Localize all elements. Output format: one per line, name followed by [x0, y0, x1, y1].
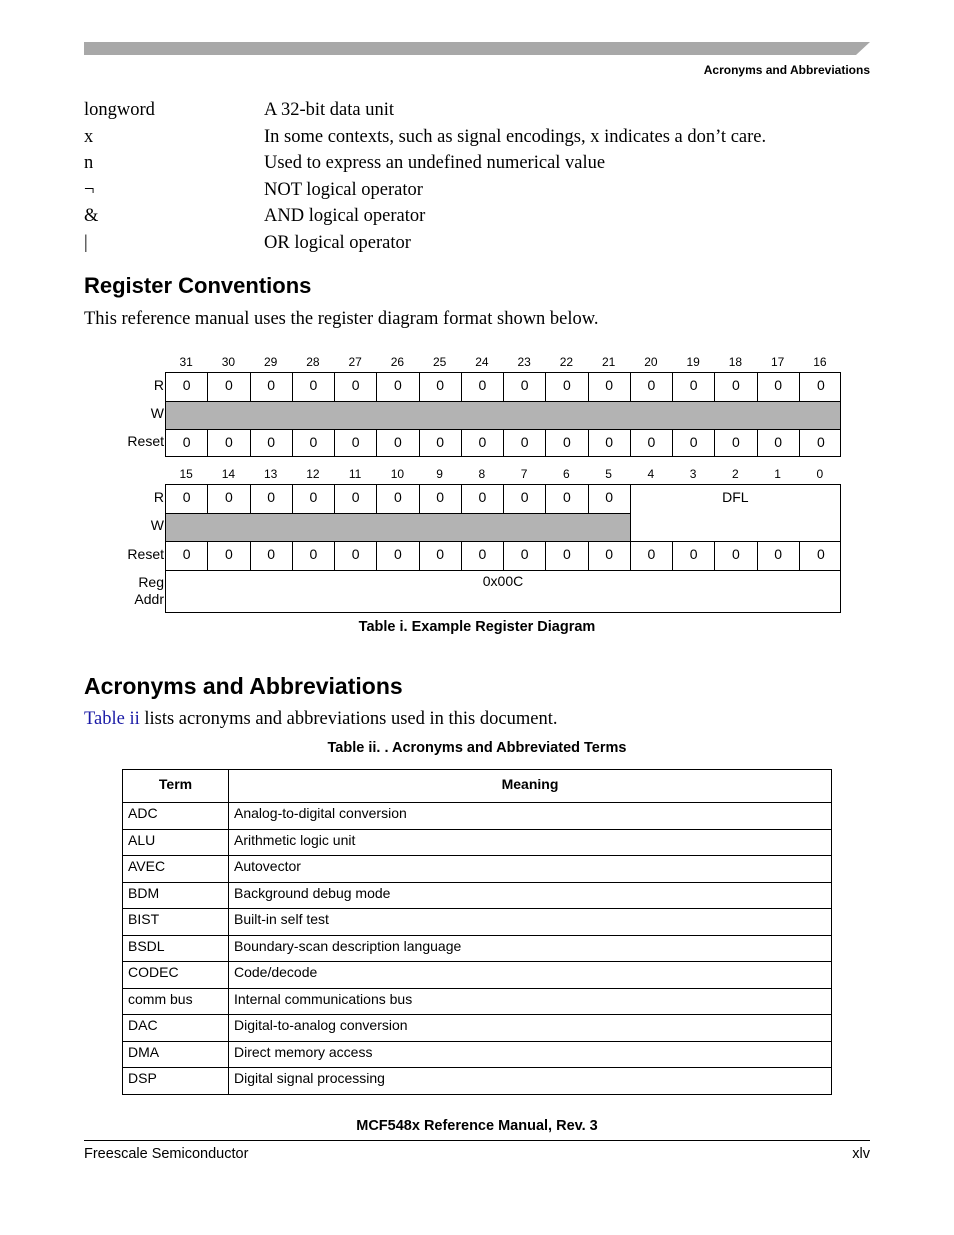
table-row — [123, 909, 832, 936]
register-diagram — [84, 350, 841, 620]
write-row-reserved — [166, 513, 631, 542]
column-header-term: Term — [123, 770, 229, 803]
bit-number: 29 — [263, 355, 278, 369]
bit-reset-value: 0 — [462, 430, 504, 456]
bit-number: 21 — [601, 355, 616, 369]
term-cell: BSDL — [123, 935, 229, 962]
bit-number: 27 — [348, 355, 362, 369]
acronyms-paragraph-text: lists acronyms and abbreviations used in this document. — [139, 709, 558, 729]
column-header-meaning: Meaning — [229, 770, 832, 803]
bit-read-value: 0 — [293, 485, 335, 513]
row-label-r-upper: R — [153, 377, 164, 393]
term-cell: DMA — [123, 1041, 229, 1068]
meaning-cell: Code/decode — [229, 962, 832, 989]
bit-number: 13 — [263, 467, 278, 481]
bit-read-value: 0 — [420, 485, 462, 513]
bit-number: 2 — [732, 467, 739, 481]
bit-reset-value: 0 — [673, 430, 715, 456]
bit-read-value: 0 — [420, 373, 462, 401]
bit-reset-value: 0 — [208, 542, 250, 570]
bit-reset-value: 0 — [377, 542, 419, 570]
bit-reset-value: 0 — [758, 542, 800, 570]
bit-read-value: 0 — [166, 373, 208, 401]
upper-bit-numbers — [165, 352, 841, 372]
upper-register-grid — [165, 372, 841, 457]
bit-number: 23 — [517, 355, 531, 369]
meaning-cell: Boundary-scan description language — [229, 935, 832, 962]
bit-reset-value: 0 — [504, 542, 546, 570]
bit-read-value: 0 — [589, 373, 631, 401]
term-cell: DAC — [123, 1015, 229, 1042]
bit-read-value: 0 — [546, 485, 588, 513]
bit-number: 24 — [475, 355, 489, 369]
bit-reset-value: 0 — [816, 434, 825, 450]
meaning-cell: Internal communications bus — [229, 988, 832, 1015]
bit-number: 30 — [221, 355, 236, 369]
bit-number: 20 — [644, 355, 658, 369]
term-cell: CODEC — [123, 962, 229, 989]
bit-number: 9 — [436, 467, 443, 481]
bit-read-value: 0 — [208, 485, 250, 513]
bit-read-value: 0 — [462, 373, 504, 401]
bit-number: 5 — [605, 467, 612, 481]
section-heading-register-conventions: Register Conventions — [84, 273, 312, 298]
bit-reset-value: 0 — [335, 542, 377, 570]
register-conventions-paragraph: This reference manual uses the register diagram format shown below. — [84, 309, 599, 329]
bit-number: 14 — [221, 467, 236, 481]
register-address: 0x00C — [482, 573, 524, 589]
bit-reset-value: 0 — [293, 430, 335, 456]
bit-read-value: 0 — [335, 373, 377, 401]
footer-manual-title: MCF548x Reference Manual, Rev. 3 — [356, 1118, 598, 1134]
bit-read-value: 0 — [293, 373, 335, 401]
definition-text: OR logical operator — [264, 232, 411, 253]
bit-number: 10 — [390, 467, 405, 481]
header-bar — [84, 42, 870, 55]
row-label-addr: Addr — [134, 591, 164, 607]
meaning-cell: Analog-to-digital conversion — [229, 803, 832, 830]
bit-reset-value: 0 — [673, 542, 715, 570]
definition-row — [84, 230, 870, 257]
term-cell: DSP — [123, 1068, 229, 1095]
bit-read-value: 0 — [816, 377, 825, 393]
bit-read-value: 0 — [462, 485, 504, 513]
bit-number: 15 — [179, 467, 193, 481]
table-row — [123, 1068, 832, 1095]
bit-reset-value: 0 — [166, 430, 208, 456]
bit-number: 4 — [647, 467, 655, 481]
bit-reset-value: 0 — [251, 542, 293, 570]
bit-reset-value: 0 — [504, 430, 546, 456]
bit-reset-value: 0 — [546, 542, 588, 570]
acronyms-table — [122, 769, 832, 1095]
dfl-field: DFL — [722, 489, 749, 505]
term-cell: ADC — [123, 803, 229, 830]
term-cell: BDM — [123, 882, 229, 909]
bit-read-value: 0 — [758, 373, 800, 401]
meaning-cell: Background debug mode — [229, 882, 832, 909]
bit-number: 7 — [520, 467, 528, 481]
term-cell: ALU — [123, 829, 229, 856]
table-ii-link[interactable]: Table ii — [84, 709, 140, 729]
table-row — [123, 829, 832, 856]
bit-number: 18 — [728, 355, 743, 369]
row-label-reset-upper: Reset — [127, 433, 164, 449]
row-label-w-upper: W — [150, 405, 164, 421]
bit-reset-value: 0 — [816, 546, 825, 562]
bit-number: 16 — [813, 355, 827, 369]
table-row — [123, 803, 832, 830]
definition-term: | — [84, 232, 88, 253]
bit-reset-value: 0 — [208, 430, 250, 456]
bit-reset-value: 0 — [377, 430, 419, 456]
definition-term: ¬ — [84, 179, 95, 200]
bit-number: 19 — [686, 355, 700, 369]
definition-text: In some contexts, such as signal encodings, x indicates a don’t care. — [264, 126, 767, 147]
term-cell: BIST — [123, 909, 229, 936]
meaning-cell: Digital signal processing — [229, 1068, 832, 1095]
bit-read-value: 0 — [377, 373, 419, 401]
bit-reset-value: 0 — [420, 430, 462, 456]
footer-page-number: xlv — [852, 1146, 870, 1162]
bit-reset-value: 0 — [715, 430, 757, 456]
definition-row — [84, 97, 870, 124]
row-label-w-lower: W — [150, 517, 164, 533]
definition-text: A 32-bit data unit — [264, 100, 394, 120]
table-row — [123, 1041, 832, 1068]
definition-term: longword — [84, 100, 155, 120]
definition-text: Used to express an undefined numerical value — [264, 153, 606, 173]
acronyms-table-caption: Table ii. . Acronyms and Abbreviated Terms — [327, 740, 627, 756]
lower-register-grid — [165, 484, 841, 613]
bit-number: 12 — [306, 467, 320, 481]
table-row — [123, 856, 832, 883]
bit-number: 25 — [432, 355, 447, 369]
bit-number: 8 — [478, 467, 486, 481]
definition-row — [84, 150, 870, 177]
bit-reset-value: 0 — [335, 430, 377, 456]
bit-number: 22 — [559, 355, 574, 369]
definition-row — [84, 124, 870, 151]
definition-term: n — [84, 153, 94, 173]
bit-reset-value: 0 — [251, 430, 293, 456]
bit-number: 3 — [689, 467, 697, 481]
bit-number: 0 — [816, 467, 824, 481]
row-label-r-lower: R — [153, 489, 164, 505]
bit-number: 28 — [306, 355, 320, 369]
bit-read-value: 0 — [546, 373, 588, 401]
bit-number: 1 — [774, 467, 781, 481]
bit-read-value: 0 — [631, 373, 673, 401]
table-row — [123, 882, 832, 909]
footer-company: Freescale Semiconductor — [84, 1146, 249, 1162]
bit-read-value: 0 — [208, 373, 250, 401]
bit-read-value: 0 — [673, 373, 715, 401]
meaning-cell: Built-in self test — [229, 909, 832, 936]
meaning-cell: Digital-to-analog conversion — [229, 1015, 832, 1042]
write-row-reserved — [166, 401, 840, 430]
bit-reset-value: 0 — [589, 430, 631, 456]
bit-read-value: 0 — [251, 373, 293, 401]
bit-read-value: 0 — [377, 485, 419, 513]
row-label-reg: Reg — [138, 574, 164, 590]
bit-reset-value: 0 — [589, 542, 631, 570]
table-row — [123, 962, 832, 989]
definition-term: & — [84, 206, 99, 226]
meaning-cell: Arithmetic logic unit — [229, 829, 832, 856]
term-cell: AVEC — [123, 856, 229, 883]
bit-read-value: 0 — [504, 373, 546, 401]
meaning-cell: Direct memory access — [229, 1041, 832, 1068]
bit-read-value: 0 — [504, 485, 546, 513]
bit-reset-value: 0 — [462, 542, 504, 570]
bit-reset-value: 0 — [293, 542, 335, 570]
bit-number: 6 — [563, 467, 570, 481]
footer-divider — [84, 1140, 870, 1141]
row-label-reset-lower: Reset — [127, 546, 164, 562]
bit-read-value: 0 — [166, 485, 208, 513]
bit-number: 26 — [390, 355, 405, 369]
definition-text: NOT logical operator — [264, 179, 423, 200]
table-header-row — [123, 770, 832, 803]
bit-reset-value: 0 — [758, 430, 800, 456]
bit-number: 11 — [348, 467, 362, 481]
bit-reset-value: 0 — [715, 542, 757, 570]
meaning-cell: Autovector — [229, 856, 832, 883]
bit-number: 17 — [770, 355, 785, 369]
bit-reset-value: 0 — [631, 542, 673, 570]
table-row — [123, 988, 832, 1015]
running-head: Acronyms and Abbreviations — [703, 63, 870, 77]
table-row — [123, 1015, 832, 1042]
definition-text: AND logical operator — [264, 206, 426, 226]
term-cell: comm bus — [123, 988, 229, 1015]
bit-read-value: 0 — [251, 485, 293, 513]
bit-read-value: 0 — [715, 373, 757, 401]
bit-reset-value: 0 — [420, 542, 462, 570]
bit-reset-value: 0 — [631, 430, 673, 456]
definition-row — [84, 203, 870, 230]
bit-read-value: 0 — [589, 485, 631, 513]
acronyms-paragraph — [84, 709, 557, 730]
bit-read-value: 0 — [335, 485, 377, 513]
definition-row — [84, 177, 870, 204]
definitions-list — [84, 97, 870, 256]
bit-reset-value: 0 — [546, 430, 588, 456]
section-heading-acronyms: Acronyms and Abbreviations — [84, 673, 403, 699]
definition-term: x — [84, 126, 94, 147]
lower-bit-numbers — [165, 464, 841, 484]
table-row — [123, 935, 832, 962]
bit-number: 31 — [179, 355, 193, 369]
register-diagram-caption: Table i. Example Register Diagram — [358, 619, 596, 635]
bit-reset-value: 0 — [166, 542, 208, 570]
